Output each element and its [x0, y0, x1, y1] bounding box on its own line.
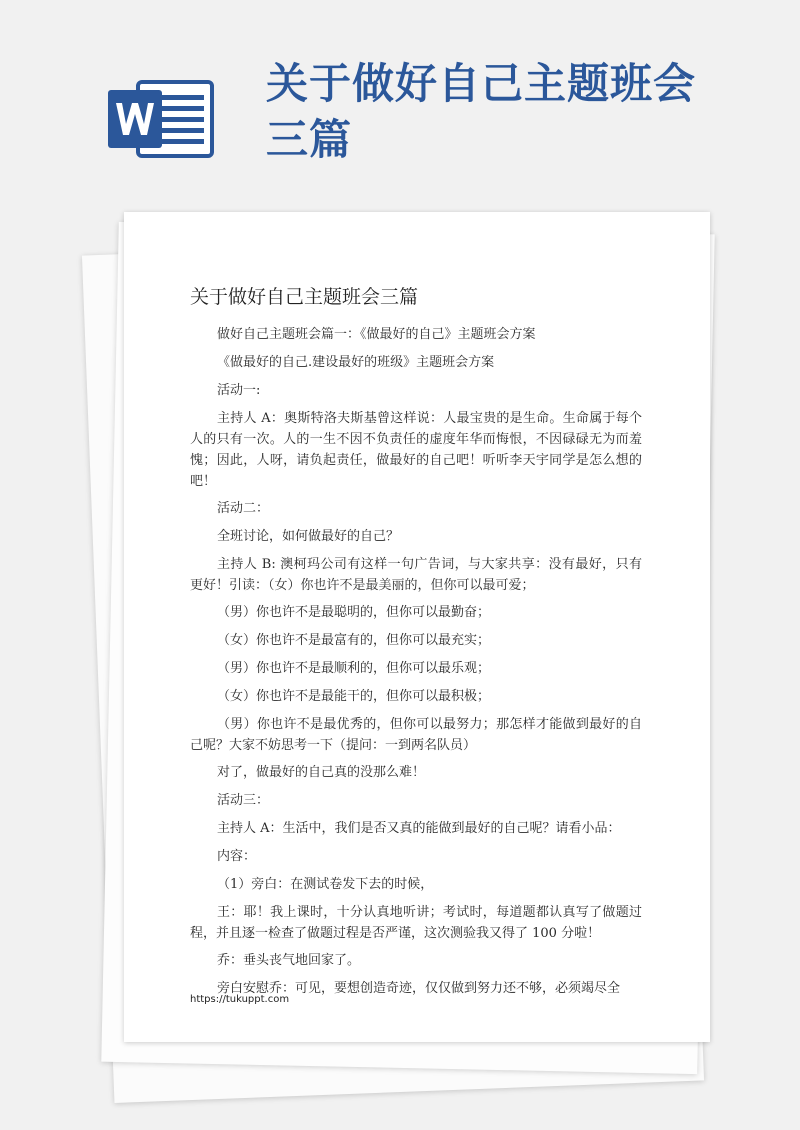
paragraph: 旁白安慰乔：可见，要想创造奇迹，仅仅做到努力还不够，必须竭尽全: [217, 981, 621, 996]
paragraph: 王：耶！我上课时，十分认真地听讲；考试时，每道题都认真写了做题过程，并且逐一检查了做题过程是否严谨，这次测验我又得了 100 分啦！: [190, 905, 642, 941]
paragraph: 乔：垂头丧气地回家了。: [217, 953, 361, 968]
paragraph: 活动一:: [217, 383, 261, 398]
paragraph: （男）你也许不是最聪明的，但你可以最勤奋；: [217, 605, 491, 620]
paragraph: 做好自己主题班会篇一：《做最好的自己》主题班会方案: [217, 327, 536, 342]
header-title: 关于做好自己主题班会三篇: [266, 59, 697, 164]
page-title: 关于做好自己主题班会三篇: [190, 286, 419, 308]
paragraph: （女）你也许不是最富有的，但你可以最充实；: [217, 633, 491, 648]
paragraph: （男）你也许不是最顺利的，但你可以最乐观；: [217, 661, 491, 676]
document-body: [190, 324, 642, 1006]
word-document-icon: [108, 78, 218, 160]
paragraph: 全班讨论，如何做最好的自己？: [217, 529, 400, 544]
header-banner: [0, 0, 800, 200]
paragraph: 活动三：: [217, 793, 270, 808]
paragraph: 对了，做最好的自己真的没那么难！: [217, 765, 426, 780]
footer-url: https://tukuppt.com: [190, 994, 290, 1005]
paragraph: （男）你也许不是最优秀的，但你可以最努力；那怎样才能做到最好的自己呢？大家不妨思考一下（提问：一到两名队员）: [190, 717, 642, 753]
document-page: [124, 212, 710, 1042]
paragraph: 《做最好的自己.建设最好的班级》主题班会方案: [217, 355, 495, 370]
paragraph: 内容：: [217, 849, 257, 864]
paragraph: 主持人 A：生活中，我们是否又真的能做到最好的自己呢？请看小品：: [217, 821, 621, 836]
paragraph: （女）你也许不是最能干的，但你可以最积极；: [217, 689, 491, 704]
paragraph: 活动二：: [217, 501, 270, 516]
paragraph: 主持人 A：奥斯特洛夫斯基曾这样说：人最宝贵的是生命。生命属于每个人的只有一次。人的一生不因不负责任的虚度年华而悔恨，不因碌碌无为而羞愧；因此，人呀，请负起责任，做最好的自己吧！听听李天宇同学是怎么想的吧！: [190, 411, 642, 489]
paragraph: 主持人 B: 澳柯玛公司有这样一句广告词，与大家共享：没有最好，只有更好！引读：（女）你也许不是最美丽的，但你可以最可爱；: [190, 557, 642, 593]
paragraph: （1）旁白：在测试卷发下去的时候，: [217, 877, 434, 892]
